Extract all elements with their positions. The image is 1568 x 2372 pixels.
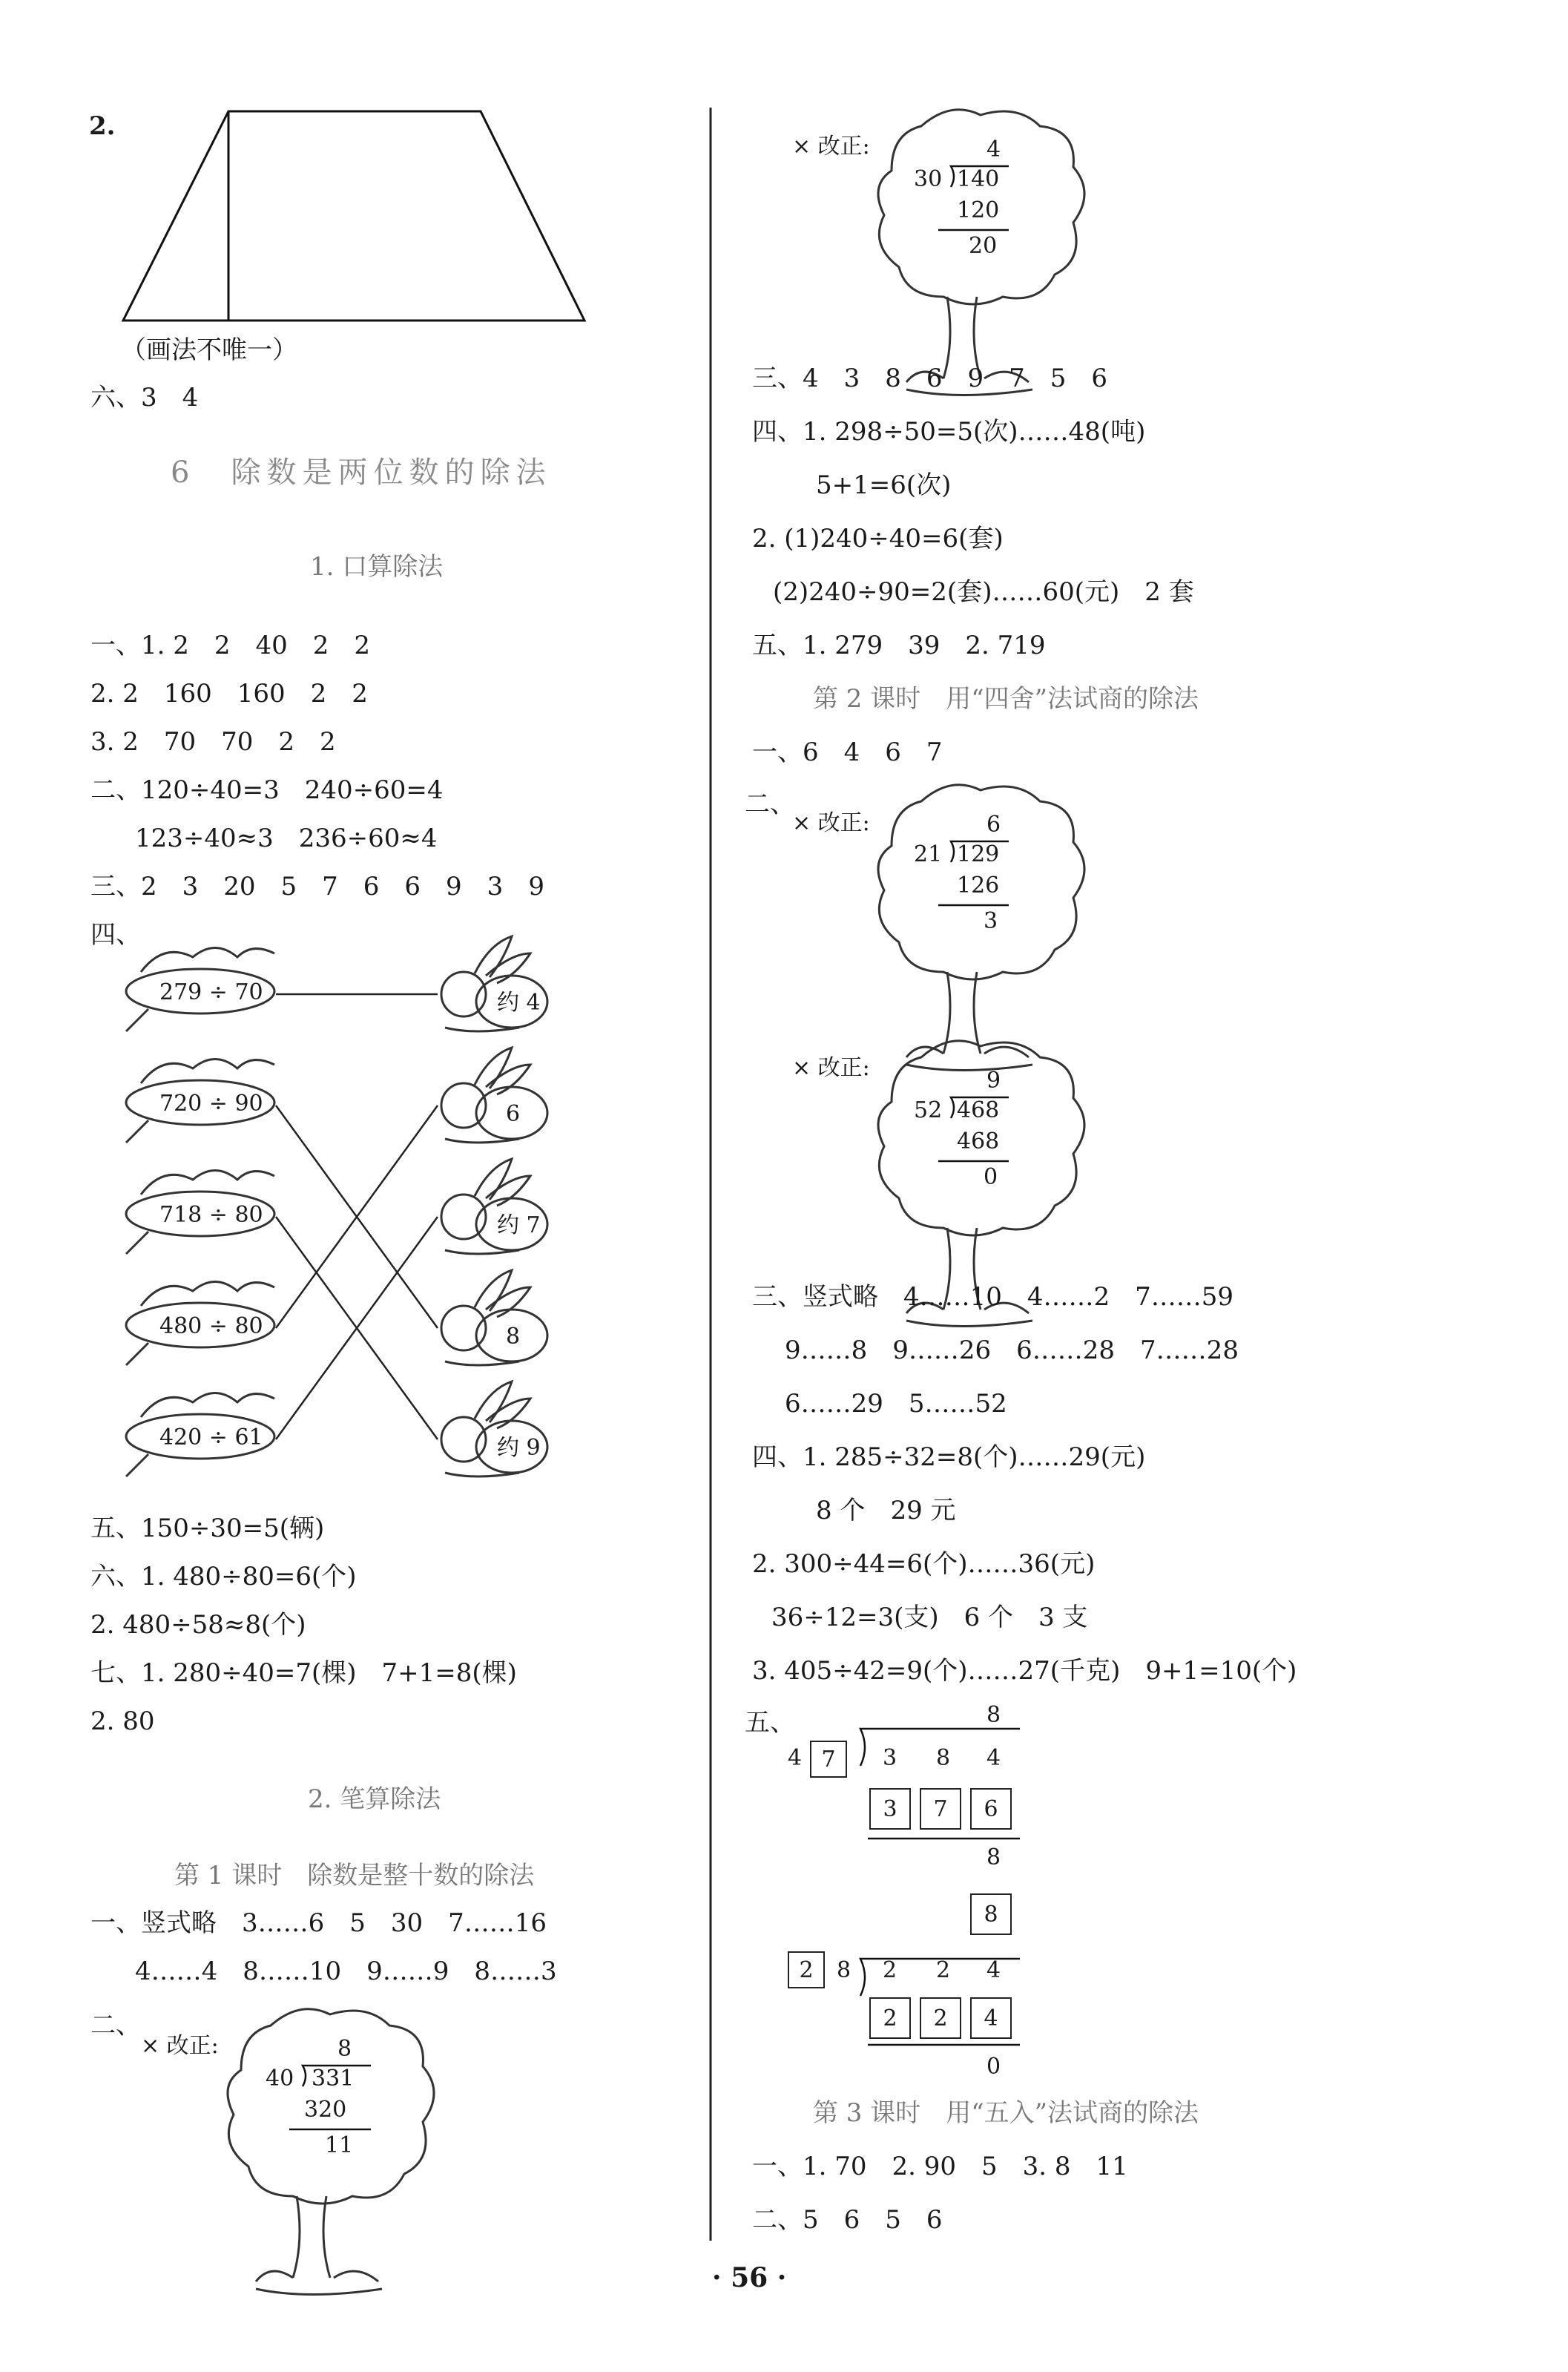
answer-line: 6……29 5……52 (785, 1389, 1007, 1419)
wrong-mark: × 改正: (792, 134, 870, 160)
product: 126 (957, 873, 1000, 898)
answer-line: 2. 480÷58≈8(个) (90, 1610, 306, 1640)
answer-line: 2. 2 160 160 2 2 (90, 679, 368, 709)
answer-line: 5+1=6(次) (816, 470, 952, 500)
answer-line: 二、5 6 5 6 (752, 2205, 943, 2235)
product: 320 (304, 2097, 347, 2123)
quotient: 9 (986, 1068, 1001, 1094)
dividend-digit: 4 (986, 1957, 1001, 1983)
question-2-label: 2. (89, 111, 116, 141)
answer-line: 一、6 4 6 7 (752, 737, 943, 767)
quotient-box: 8 (970, 1893, 1012, 1935)
answer-line: 三、2 3 20 5 7 6 6 9 3 9 (90, 872, 544, 901)
answer-line: 六、3 4 (90, 383, 199, 413)
product-box: 3 (869, 1788, 911, 1830)
answer-line: 4……4 8……10 9……9 8……3 (135, 1957, 557, 1986)
section-title: 1. 口算除法 (310, 552, 444, 582)
answer-line: 三、竖式略 4……10 4……2 7……59 (752, 1282, 1234, 1312)
product: 468 (957, 1128, 1000, 1154)
wrong-mark: × 改正: (792, 810, 870, 836)
lesson-title: 第 3 课时 用“五入”法试商的除法 (813, 2098, 1199, 2128)
product-box: 4 (970, 1997, 1012, 2039)
answer-line: 六、1. 480÷80=6(个) (90, 1562, 357, 1591)
remainder: 11 (325, 2132, 354, 2158)
lesson-title: 第 1 课时 除数是整十数的除法 (174, 1861, 535, 1890)
carrot-label: 420 ÷ 61 (159, 1425, 263, 1451)
chapter-title: 6 除数是两位数的除法 (171, 456, 552, 490)
remainder: 0 (986, 2054, 1001, 2080)
quotient: 4 (986, 137, 1001, 162)
rabbit (441, 1048, 547, 1143)
answer-line: 五、 (745, 1708, 795, 1738)
carrot-label: 480 ÷ 80 (159, 1313, 263, 1339)
product-box: 7 (920, 1788, 961, 1830)
wrong-mark: × 改正: (141, 2033, 219, 2059)
divisor-box: 2 (788, 1951, 825, 1988)
divisor: 40 (266, 2066, 294, 2092)
answer-line: (2)240÷90=2(套)……60(元) 2 套 (773, 577, 1194, 607)
answer-line: 二、 (745, 789, 795, 819)
answer-line: 2. (1)240÷40=6(套) (752, 524, 1004, 553)
quotient: 6 (986, 812, 1001, 838)
carrot-label: 720 ÷ 90 (159, 1091, 263, 1117)
answer-line: 三、4 3 8 6 9 7 5 6 (752, 364, 1108, 393)
quotient: 8 (986, 1702, 1001, 1728)
product: 120 (957, 197, 1000, 223)
remainder: 8 (986, 1844, 1001, 1870)
answer-line: 四、1. 285÷32=8(个)……29(元) (752, 1442, 1146, 1472)
dividend: 129 (957, 841, 1000, 867)
dividend-digit: 8 (936, 1745, 951, 1771)
remainder: 0 (984, 1164, 998, 1190)
divisor-digit: 4 (788, 1745, 803, 1771)
answer-line: 四、1. 298÷50=5(次)……48(吨) (752, 417, 1146, 447)
answer-line: 一、1. 2 2 40 2 2 (90, 631, 371, 660)
rabbit-label: 8 (506, 1324, 521, 1350)
dividend-digit: 4 (986, 1745, 1001, 1771)
answer-line: 3. 2 70 70 2 2 (90, 727, 336, 757)
remainder: 20 (969, 233, 998, 259)
answer-line: 2. 80 (90, 1706, 155, 1736)
answer-line: 七、1. 280÷40=7(棵) 7+1=8(棵) (90, 1658, 517, 1688)
answer-line: 二、120÷40=3 240÷60=4 (90, 775, 444, 805)
rabbit-label: 约 7 (497, 1212, 541, 1238)
divisor: 52 (914, 1097, 943, 1123)
rabbit-label: 约 4 (497, 990, 541, 1016)
carrot-label: 718 ÷ 80 (159, 1202, 263, 1228)
lesson-title: 第 2 课时 用“四舍”法试商的除法 (813, 684, 1199, 714)
dividend: 140 (957, 166, 1000, 192)
answer-line: 8 个 29 元 (816, 1496, 956, 1525)
answer-line: 一、竖式略 3……6 5 30 7……16 (90, 1908, 547, 1938)
answer-line: 五、150÷30=5(辆) (90, 1514, 325, 1543)
dividend-digit: 2 (936, 1957, 951, 1983)
trapezoid (123, 111, 584, 321)
answer-line: 一、1. 70 2. 90 5 3. 8 11 (752, 2152, 1128, 2181)
dividend: 331 (312, 2066, 355, 2092)
divisor-box: 7 (810, 1741, 847, 1778)
matching-lines (276, 994, 438, 1439)
answer-line: 36÷12=3(支) 6 个 3 支 (771, 1603, 1088, 1632)
answer-line: 五、1. 279 39 2. 719 (752, 631, 1046, 660)
wrong-mark: × 改正: (792, 1055, 870, 1081)
dividend: 468 (957, 1097, 1000, 1123)
answer-line: 二、 (90, 2011, 141, 2040)
divisor: 30 (914, 166, 943, 192)
answer-line: 四、 (90, 920, 141, 950)
product-box: 2 (920, 1997, 961, 2039)
answer-line: 2. 300÷44=6(个)……36(元) (752, 1549, 1096, 1579)
divisor-digit: 8 (837, 1957, 851, 1983)
product-box: 6 (970, 1788, 1012, 1830)
dividend-digit: 2 (883, 1957, 897, 1983)
rabbit (441, 1270, 547, 1365)
page-number: · 56 · (712, 2262, 787, 2293)
rabbit-label: 约 9 (497, 1435, 541, 1461)
tree-3 (878, 785, 1084, 1071)
answer-line: 9……8 9……26 6……28 7……28 (785, 1336, 1239, 1365)
answer-line: 3. 405÷42=9(个)……27(千克) 9+1=10(个) (752, 1656, 1297, 1686)
carrot-label: 279 ÷ 70 (159, 979, 263, 1005)
quotient: 8 (337, 2036, 352, 2062)
dividend-digit: 3 (883, 1745, 897, 1771)
divisor: 21 (914, 841, 943, 867)
section-title: 2. 笔算除法 (308, 1784, 441, 1814)
remainder: 3 (984, 908, 998, 934)
rabbit-label: 6 (506, 1101, 521, 1127)
drawing-note: （画法不唯一） (121, 335, 297, 365)
product-box: 2 (869, 1997, 911, 2039)
answer-line: 123÷40≈3 236÷60≈4 (135, 824, 438, 853)
